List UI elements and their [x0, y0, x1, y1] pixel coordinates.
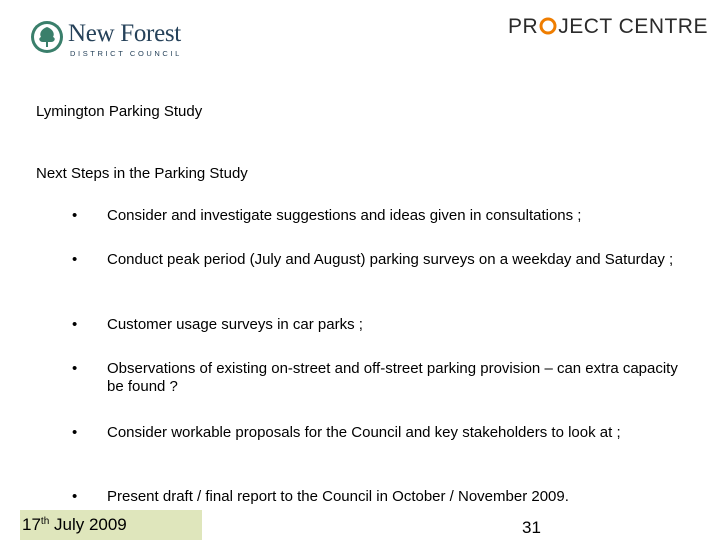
project-centre-logo: [508, 14, 708, 40]
bullet-text: Consider and investigate suggestions and ideas given in consultations ;: [107, 207, 582, 224]
bullet-text: Customer usage surveys in car parks ;: [107, 316, 363, 333]
bullet-icon: •: [72, 316, 78, 333]
date-rest: July 2009: [49, 515, 127, 534]
slide-title: Lymington Parking Study: [36, 103, 203, 120]
bullet-icon: •: [72, 207, 78, 224]
page-number: 31: [522, 518, 541, 537]
date-day: 17: [22, 515, 41, 534]
bullet-icon: •: [72, 251, 78, 268]
bullet-icon: •: [72, 360, 78, 377]
orange-ring-icon: [539, 17, 557, 35]
bullet-text: Conduct peak period (July and August) parking surveys on a weekday and Saturday ;: [107, 251, 674, 268]
logo-prefix: PR: [508, 15, 539, 38]
logo-name: New Forest: [68, 20, 181, 47]
footer-date: [20, 510, 202, 540]
logo-subtitle: DISTRICT COUNCIL: [70, 49, 182, 58]
logo-suffix: JECT CENTRE: [558, 15, 708, 38]
date-suffix: th: [40, 516, 50, 527]
bullet-icon: •: [72, 424, 78, 441]
footer: [0, 510, 720, 540]
bullet-text: Consider workable proposals for the Council and key stakeholders to look at ;: [107, 424, 621, 441]
bullet-text: Observations of existing on-street and off-street parking provision – can extra capacity be found ?: [107, 360, 678, 395]
bullet-text: Present draft / final report to the Council in October / November 2009.: [107, 488, 569, 505]
new-forest-logo: [30, 20, 190, 60]
slide-subtitle: Next Steps in the Parking Study: [36, 165, 248, 182]
bullet-icon: •: [72, 488, 78, 505]
tree-emblem-icon: [30, 20, 64, 54]
